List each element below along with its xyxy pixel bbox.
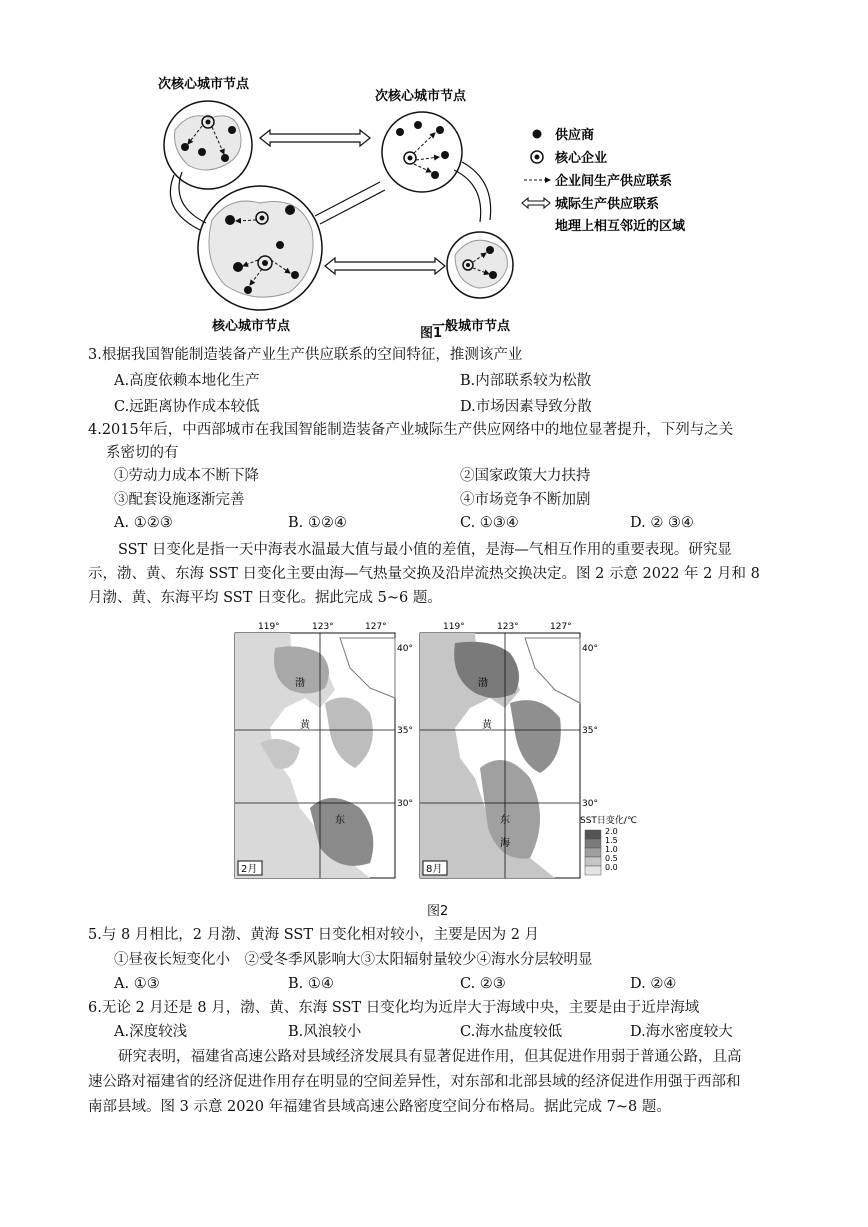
lat-35-left: 35°: [397, 726, 413, 736]
general-node: [447, 232, 513, 298]
lat-35-right: 35°: [582, 726, 598, 736]
question-5-option-a: A. ①③: [114, 976, 160, 992]
sst-legend-value: 1.0: [605, 845, 618, 854]
question-4-option-b: B. ①②④: [288, 515, 347, 531]
map-label-aug-visible: 8月: [426, 864, 443, 875]
lon-127-right: 127°: [550, 622, 572, 632]
sub-core-node-left: [164, 101, 252, 189]
sst-legend-swatch: [585, 830, 601, 839]
passage-sst-line1: SST 日变化是指一天中海表水温最大值与最小值的差值，是海—气相互作用的重要表现。研究显: [118, 542, 732, 558]
question-5-option-b: B. ①④: [288, 976, 334, 992]
lat-30-left: 30°: [397, 799, 413, 809]
sub-core-left-label: 次核心城市节点: [158, 77, 250, 92]
lon-127-left: 127°: [365, 622, 387, 632]
core-node-label: 核心城市节点: [212, 319, 291, 334]
sst-legend-swatch: [585, 857, 601, 866]
question-6-option-a: A.深度较浅: [114, 1024, 188, 1040]
question-3-option-c: C.远距离协作成本较低: [114, 399, 260, 415]
question-5-option-d: D. ②④: [630, 976, 677, 992]
passage-fujian-line3: 南部县域。图 3 示意 2020 年福建省县域高速公路密度空间分布格局。据此完成 7~8 题。: [88, 1099, 671, 1115]
lat-40-right: 40°: [582, 644, 598, 654]
question-4-option-c: C. ①③④: [460, 515, 519, 531]
label-east-left: 东: [335, 815, 345, 826]
question-5-option-c: C. ②③: [460, 976, 506, 992]
inter-city-link-top: [260, 130, 370, 146]
figure-2: [230, 618, 670, 883]
sst-legend-swatch: [585, 848, 601, 857]
question-3-stem: 3.根据我国智能制造装备产业生产供应联系的空间特征，推测该产业: [88, 347, 523, 363]
lat-30-right: 30°: [582, 799, 598, 809]
label-yellow-right: 黄: [482, 720, 492, 731]
legend-label-region: 地理上相互邻近的区域: [555, 219, 686, 234]
legend-label-hollow-arrow: 城际生产供应联系: [555, 197, 660, 212]
question-4-item-1: ①劳动力成本不断下降: [114, 468, 259, 484]
question-4-stem-line1: 4.2015年后，中西部城市在我国智能制造装备产业城际生产供应网络中的地位显著提升，下列与之关: [88, 422, 734, 438]
sst-legend-swatch: [585, 839, 601, 848]
general-node-label: 一般城市节点: [432, 319, 511, 334]
passage-fujian-line2: 速公路对福建省的经济促进作用存在明显的空间差异性，对东部和北部县域的经济促进作用强于西部和: [88, 1074, 741, 1090]
hollow-arrow-icon: [522, 198, 550, 208]
figure-2-caption: 图2: [427, 904, 449, 919]
sub-core-node-right: [382, 112, 462, 192]
passage-fujian-line1: 研究表明，福建省高速公路对县域经济发展具有显著促进作用，但其促进作用弱于普通公路，且高: [118, 1049, 742, 1065]
label-east-right: 东: [500, 815, 510, 826]
map-august: [420, 633, 580, 878]
lon-123-left: 123°: [312, 622, 334, 632]
lon-123-right: 123°: [497, 622, 519, 632]
question-6-option-c: C.海水盐度较低: [460, 1024, 563, 1040]
question-3-option-b: B.内部联系较为松散: [460, 373, 592, 389]
sub-core-right-label: 次核心城市节点: [375, 89, 467, 104]
lon-119-left: 119°: [258, 622, 280, 632]
question-5-items: ①昼夜长短变化小 ②受冬季风影响大③太阳辐射量较少④海水分层较明显: [114, 952, 593, 968]
question-4-stem-line2: 系密切的有: [106, 445, 179, 461]
question-3-option-d: D.市场因素导致分散: [460, 399, 592, 415]
question-3-option-a: A.高度依赖本地化生产: [114, 373, 260, 389]
legend-label-core-enterprise: 核心企业: [555, 151, 608, 166]
sst-legend-swatch: [585, 866, 601, 875]
question-4-item-3: ③配套设施逐渐完善: [114, 492, 245, 508]
question-4-option-d: D. ② ③④: [630, 515, 694, 531]
sst-legend-value: 0.0: [605, 863, 618, 872]
question-6-option-b: B.风浪较小: [288, 1024, 362, 1040]
sst-legend: [580, 814, 637, 875]
label-bohai-left: 渤: [295, 678, 305, 689]
sst-legend-title: SST日变化/℃: [580, 816, 638, 826]
map-february: [235, 633, 395, 878]
question-4-item-2: ②国家政策大力扶持: [460, 468, 591, 484]
sst-legend-value: 0.5: [605, 854, 618, 863]
passage-sst-line2: 示，渤、黄、东海 SST 日变化主要由海—气热量交换及沿岸流热交换决定。图 2 示意 2022 年 2 月和 8: [88, 566, 760, 582]
figure-1-legend: [522, 127, 686, 234]
lat-40-left: 40°: [397, 644, 413, 654]
figure-2-maps: [230, 618, 670, 883]
lon-119-right: 119°: [443, 622, 465, 632]
map-label-feb: 2月: [241, 864, 258, 875]
core-node: [198, 186, 322, 310]
figure-1-caption: 图1: [420, 326, 443, 341]
label-yellow-left: 黄: [300, 720, 310, 731]
question-6-stem: 6.无论 2 月还是 8 月，渤、黄、东海 SST 日变化均为近岸大于海域中央，主要是由于近岸海域: [88, 1000, 700, 1016]
supplier-dot-icon: [533, 130, 542, 139]
sst-legend-value: 2.0: [605, 827, 618, 836]
passage-sst-line3: 月渤、黄、东海平均 SST 日变化。据此完成 5~6 题。: [88, 590, 442, 606]
label-bohai-right: 渤: [478, 678, 488, 689]
legend-label-supplier: 供应商: [555, 128, 595, 143]
figure-1: [150, 70, 720, 340]
core-enterprise-icon: [531, 151, 543, 163]
figure-1-diagram: [150, 70, 720, 340]
question-6-option-d: D.海水密度较大: [630, 1024, 733, 1040]
question-4-item-4: ④市场竞争不断加剧: [460, 492, 591, 508]
sst-legend-value: 1.5: [605, 836, 618, 845]
inter-city-link-bottom: [325, 258, 445, 274]
label-hai-right: 海: [500, 838, 510, 849]
question-5-stem: 5.与 8 月相比，2 月渤、黄海 SST 日变化相对较小，主要是因为 2 月: [88, 927, 540, 943]
question-4-option-a: A. ①②③: [114, 515, 173, 531]
legend-label-dashed-arrow: 企业间生产供应联系: [555, 174, 673, 189]
inter-city-link-diagonal: [315, 182, 385, 224]
